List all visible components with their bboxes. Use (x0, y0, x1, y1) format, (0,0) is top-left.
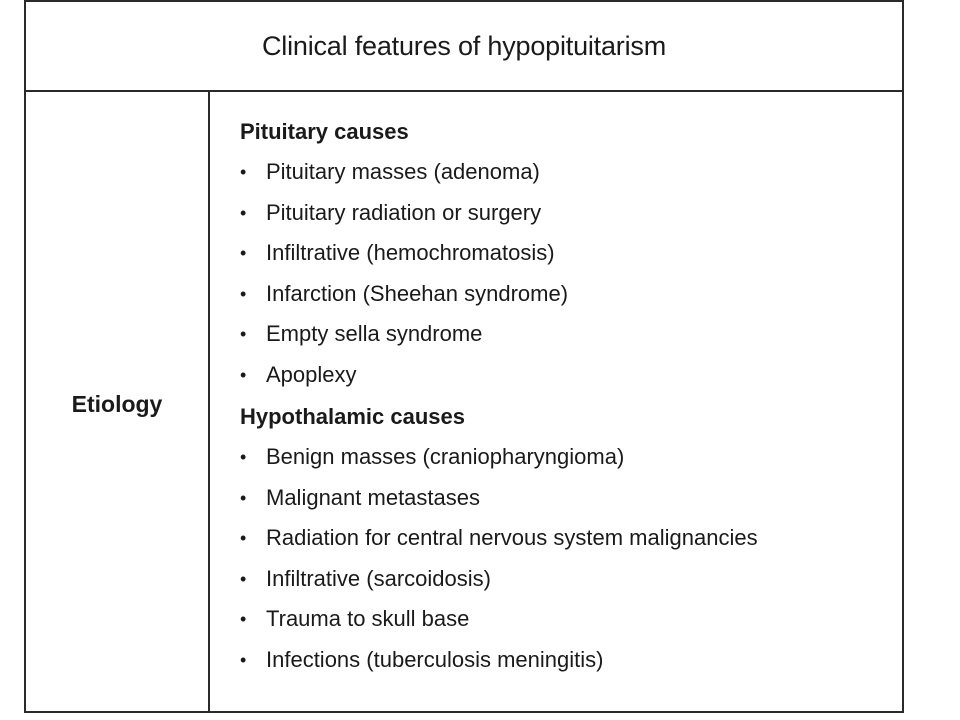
list-item (240, 561, 902, 602)
bullet-icon: • (240, 202, 247, 223)
hypothalamic-causes-list (240, 439, 902, 682)
list-item-text: Radiation for central nervous system malignancies (266, 525, 758, 550)
list-item (240, 316, 902, 357)
table-body-row (26, 92, 902, 711)
list-item (240, 154, 902, 195)
bullet-icon: • (240, 447, 247, 467)
table-header-row (26, 2, 902, 92)
list-item (240, 235, 902, 276)
list-item-text: Infarction (Sheehan syndrome) (266, 280, 569, 306)
list-item-text: Infections (tuberculosis meningitis) (266, 646, 604, 672)
list-item (240, 642, 902, 683)
list-item-text: Trauma to skull base (266, 606, 470, 631)
bullet-icon: • (240, 528, 247, 548)
list-item-text: Infiltrative (sarcoidosis) (266, 565, 491, 591)
bullet-icon: • (240, 243, 247, 263)
list-item (240, 357, 902, 398)
list-item-text: Empty sella syndrome (266, 321, 483, 346)
bullet-icon: • (240, 649, 247, 670)
bullet-icon: • (240, 364, 247, 385)
bullet-icon: • (240, 324, 247, 344)
list-item-text: Infiltrative (hemochromatosis) (266, 240, 555, 265)
list-item (240, 439, 902, 480)
list-item-text: Pituitary masses (adenoma) (266, 159, 540, 184)
list-item (240, 480, 902, 521)
bullet-icon: • (240, 162, 247, 182)
bullet-icon: • (240, 487, 247, 508)
list-item (240, 520, 902, 561)
row-label-cell (26, 92, 210, 711)
list-item (240, 195, 902, 236)
section-heading-hypothalamic: Hypothalamic causes (240, 404, 465, 429)
list-item (240, 276, 902, 317)
list-item (240, 601, 902, 642)
row-content-cell (210, 92, 902, 711)
bullet-icon: • (240, 609, 247, 629)
table-title: Clinical features of hypopituitarism (262, 30, 666, 61)
list-item-text: Malignant metastases (266, 484, 480, 510)
list-item-text: Pituitary radiation or surgery (266, 199, 542, 225)
row-label-etiology: Etiology (71, 391, 163, 417)
clinical-features-table (24, 0, 904, 713)
section-heading-pituitary: Pituitary causes (240, 119, 409, 144)
list-item-text: Benign masses (craniopharyngioma) (266, 444, 625, 469)
bullet-icon: • (240, 283, 247, 304)
list-item-text: Apoplexy (266, 361, 357, 387)
pituitary-causes-list (240, 154, 902, 397)
bullet-icon: • (240, 568, 247, 589)
